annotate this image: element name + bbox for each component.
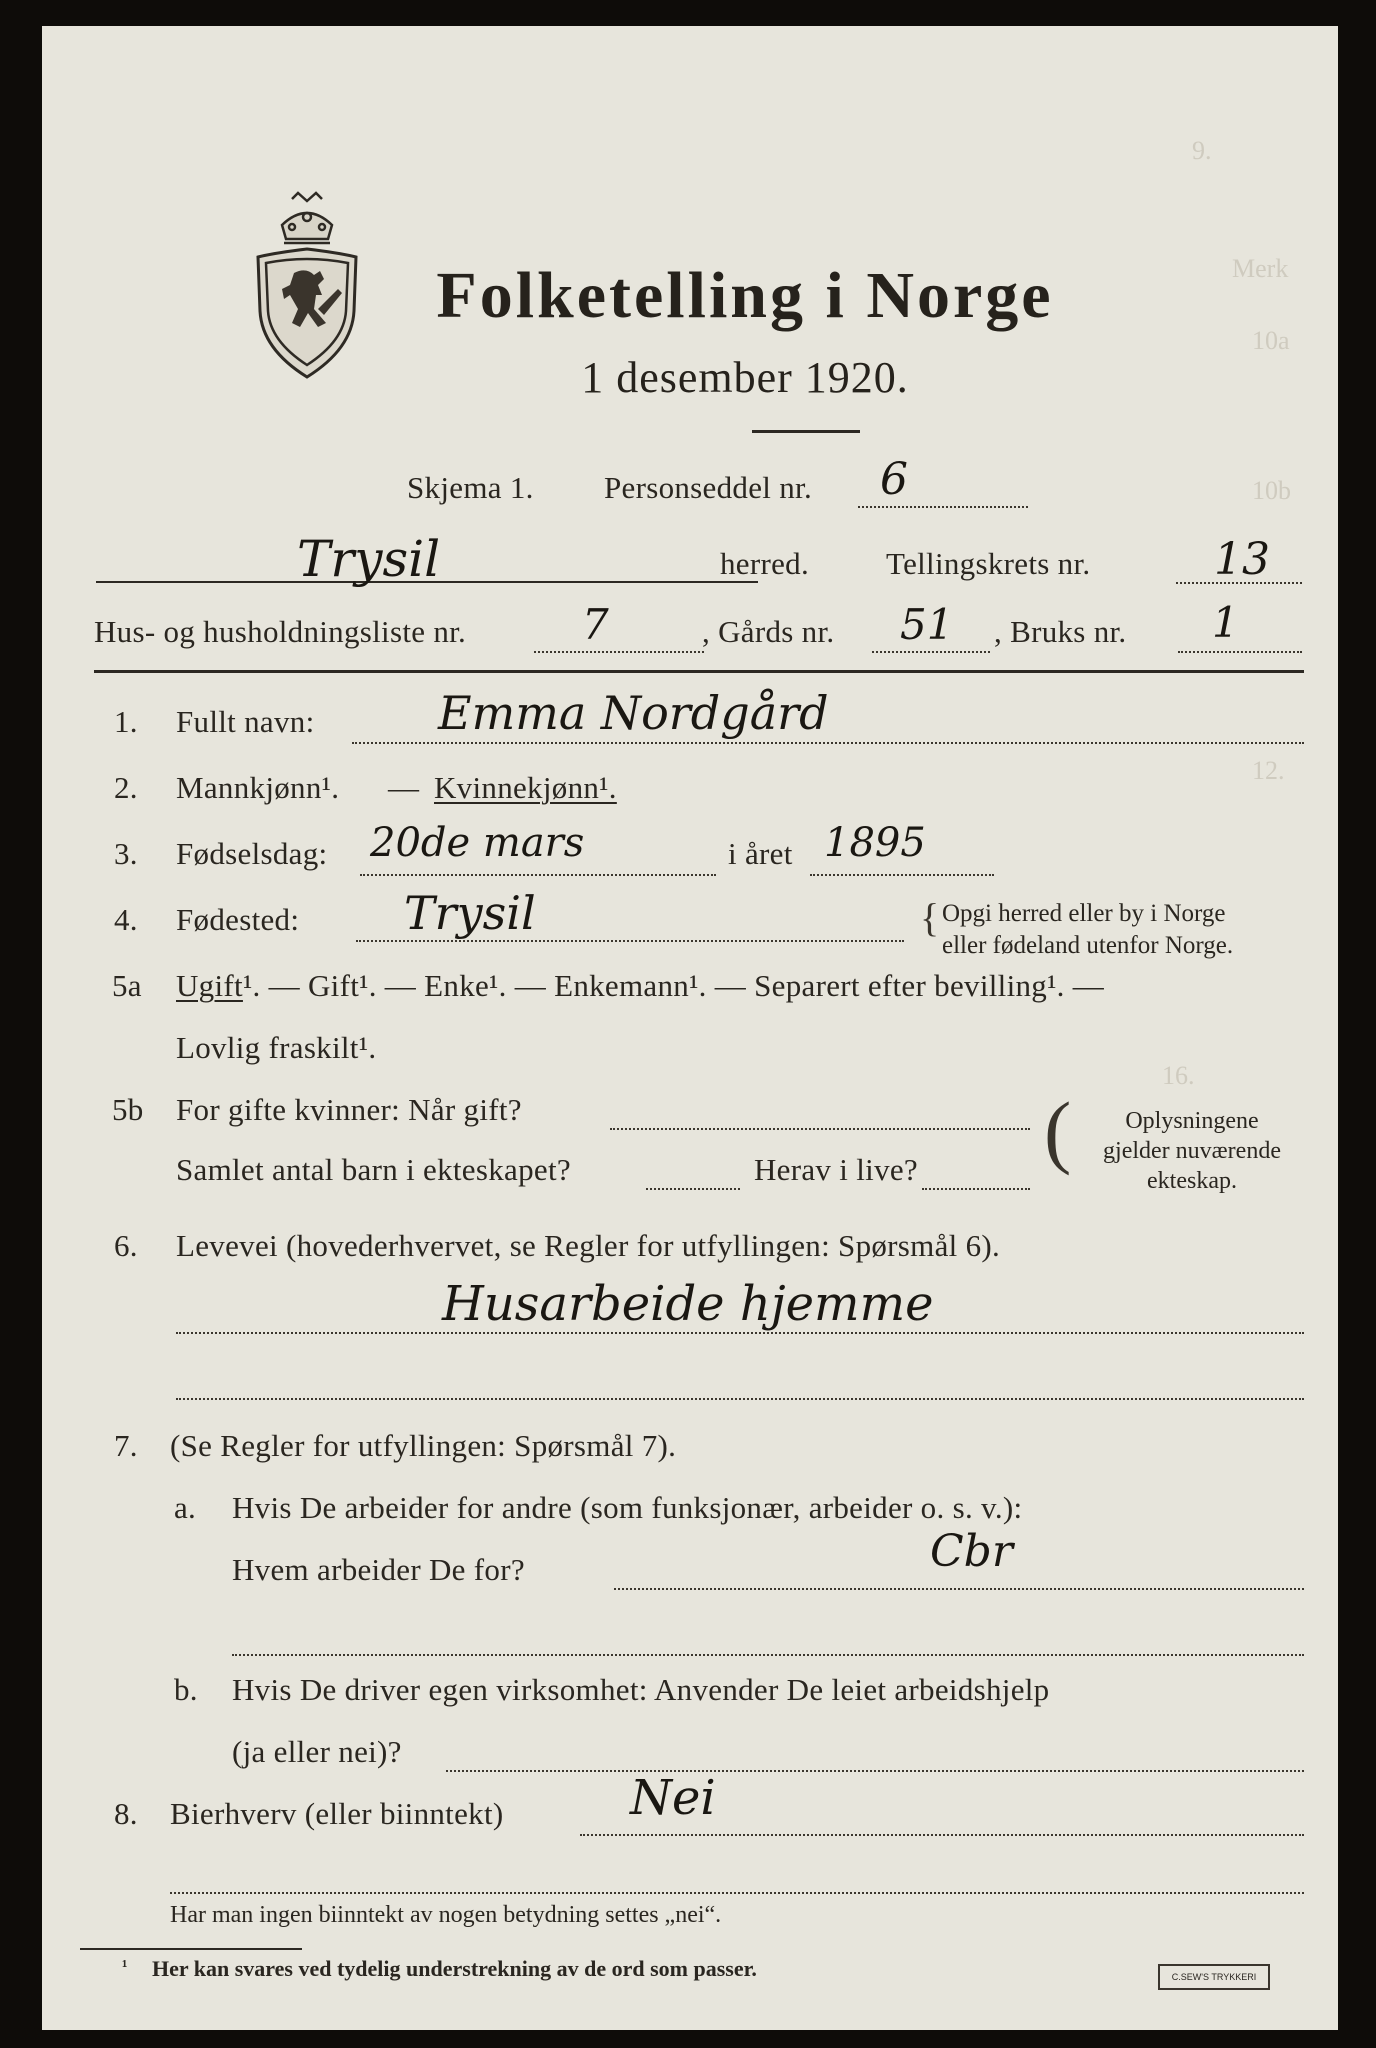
bleed-through-text: 10a — [1252, 326, 1290, 355]
q4-value[interactable]: Trysil — [404, 886, 536, 940]
q8-line1 — [580, 1834, 1304, 1836]
q4-note-line1: Opgi herred eller by i Norge — [942, 900, 1226, 927]
bleed-through-text: 16. — [1162, 1061, 1195, 1090]
bleed-through-text: 10b — [1252, 476, 1291, 505]
q6-line1 — [176, 1332, 1304, 1334]
personseddel-value[interactable]: 6 — [880, 454, 908, 505]
bleed-through-text: 12. — [1252, 756, 1285, 785]
q3-year-value[interactable]: 1895 — [824, 820, 926, 866]
q3-label: Fødselsdag: — [176, 836, 328, 871]
q6-label: Levevei (hovederhvervet, se Regler for utfyllingen: Spørsmål 6). — [176, 1228, 1001, 1263]
census-date: 1 desember 1920. — [581, 353, 909, 402]
q2-female-text: Kvinnekjønn¹. — [434, 770, 617, 805]
q2-number: 2. — [114, 770, 138, 805]
q8-value[interactable]: Nei — [630, 1770, 716, 1826]
footnote-rule — [80, 1948, 302, 1950]
q3-year-label: i året — [728, 836, 793, 871]
q5a-other-options[interactable]: ¹. — Gift¹. — Enke¹. — Enkemann¹. — Separert efter bevilling¹. — — [242, 968, 1105, 1003]
skjema-label: Skjema 1. — [407, 470, 534, 505]
q3-date-line — [360, 874, 716, 876]
header-separator — [94, 670, 1304, 673]
gards-value[interactable]: 51 — [900, 600, 954, 649]
q8-line2 — [170, 1892, 1304, 1894]
q4-label: Fødested: — [176, 902, 300, 937]
q7a-value[interactable]: Cbr — [930, 1526, 1013, 1577]
q7a-label: Hvis De arbeider for andre (som funksjonær, arbeider o. s. v.): — [232, 1490, 1023, 1525]
q6-value[interactable]: Husarbeide hjemme — [442, 1276, 934, 1332]
q6-line2 — [176, 1398, 1304, 1400]
q4-line — [356, 940, 904, 942]
q5b-ilive-label: Herav i live? — [754, 1152, 918, 1187]
bleed-through-text: Merk — [1232, 254, 1289, 283]
q7a-line1 — [614, 1588, 1304, 1590]
form-title: Folketelling i Norge — [436, 259, 1054, 332]
q5a-fraskilt-option[interactable]: Lovlig fraskilt¹. — [176, 1030, 377, 1065]
q4-note-brace: { — [920, 895, 940, 940]
q8-number: 8. — [114, 1796, 138, 1831]
q5b-barn-line — [646, 1188, 740, 1190]
bruks-value[interactable]: 1 — [1212, 598, 1239, 647]
q5a-ugift-option[interactable]: Ugift — [176, 968, 243, 1003]
personseddel-label: Personseddel nr. — [604, 470, 812, 505]
q8-label: Bierhverv (eller biinntekt) — [170, 1796, 504, 1831]
q5b-ilive-line — [922, 1188, 1030, 1190]
q1-number: 1. — [114, 704, 138, 739]
q2-separator: — — [388, 770, 420, 805]
q3-number: 3. — [114, 836, 138, 871]
q1-value[interactable]: Emma Nordgård — [438, 686, 829, 740]
gards-label: , Gårds nr. — [702, 614, 835, 649]
bleed-through-text: 9. — [1192, 136, 1212, 165]
herred-value[interactable]: Trysil — [297, 530, 441, 588]
gards-line — [872, 651, 990, 653]
tellingskrets-label: Tellingskrets nr. — [886, 546, 1091, 581]
personseddel-line — [858, 506, 1028, 508]
q5b-note-line2: gjelder nuværende — [1103, 1138, 1281, 1164]
q8-note: Har man ingen biinntekt av nogen betydning settes „nei“. — [170, 1902, 722, 1928]
q7b-label: Hvis De driver egen virksomhet: Anvender De leiet arbeidshjelp — [232, 1672, 1050, 1707]
herred-label: herred. — [720, 546, 810, 581]
q3-year-line — [810, 874, 994, 876]
q1-label: Fullt navn: — [176, 704, 315, 739]
husliste-label: Hus- og husholdningsliste nr. — [94, 614, 467, 649]
bruks-label: , Bruks nr. — [994, 614, 1127, 649]
q7-number: 7. — [114, 1428, 138, 1463]
q4-note-line2: eller fødeland utenfor Norge. — [942, 932, 1234, 959]
q4-number: 4. — [114, 902, 138, 937]
tellingskrets-value[interactable]: 13 — [1214, 534, 1270, 585]
printer-stamp: C.SEW'S TRYKKERI — [1158, 1964, 1270, 1990]
q6-number: 6. — [114, 1228, 138, 1263]
q7-label: (Se Regler for utfyllingen: Spørsmål 7). — [170, 1428, 677, 1463]
q7b-letter: b. — [174, 1672, 198, 1707]
q5b-barn-label: Samlet antal barn i ekteskapet? — [176, 1152, 571, 1187]
census-form-page — [42, 26, 1338, 2030]
q5b-label: For gifte kvinner: Når gift? — [176, 1092, 522, 1127]
q7a-label-2: Hvem arbeider De for? — [232, 1552, 525, 1587]
husliste-line — [534, 651, 704, 653]
q2-female-option[interactable] — [434, 770, 617, 806]
q5a-options[interactable] — [176, 968, 1104, 1004]
q7b-label-2: (ja eller nei)? — [232, 1734, 402, 1769]
q5b-note-line1: Oplysningene — [1125, 1108, 1259, 1134]
bruks-line — [1178, 651, 1302, 653]
q3-value[interactable]: 20de mars — [370, 820, 585, 866]
q1-line — [352, 742, 1304, 744]
q5b-note-line3: ekteskap. — [1147, 1168, 1237, 1194]
footnote-mark: ¹ — [122, 1956, 128, 1976]
q5a-number: 5a — [112, 968, 142, 1003]
q7a-letter: a. — [174, 1490, 197, 1525]
q5b-number: 5b — [112, 1092, 144, 1127]
q5b-note-paren: ( — [1044, 1085, 1072, 1176]
q2-male-option[interactable]: Mannkjønn¹. — [176, 770, 340, 805]
footnote-text: Her kan svares ved tydelig understrekning av de ord som passer. — [152, 1956, 757, 1981]
q5b-gift-line — [610, 1128, 1030, 1130]
title-divider — [752, 430, 860, 433]
q7b-line — [446, 1770, 1304, 1772]
q7a-line2 — [232, 1654, 1304, 1656]
husliste-value[interactable]: 7 — [582, 600, 609, 649]
